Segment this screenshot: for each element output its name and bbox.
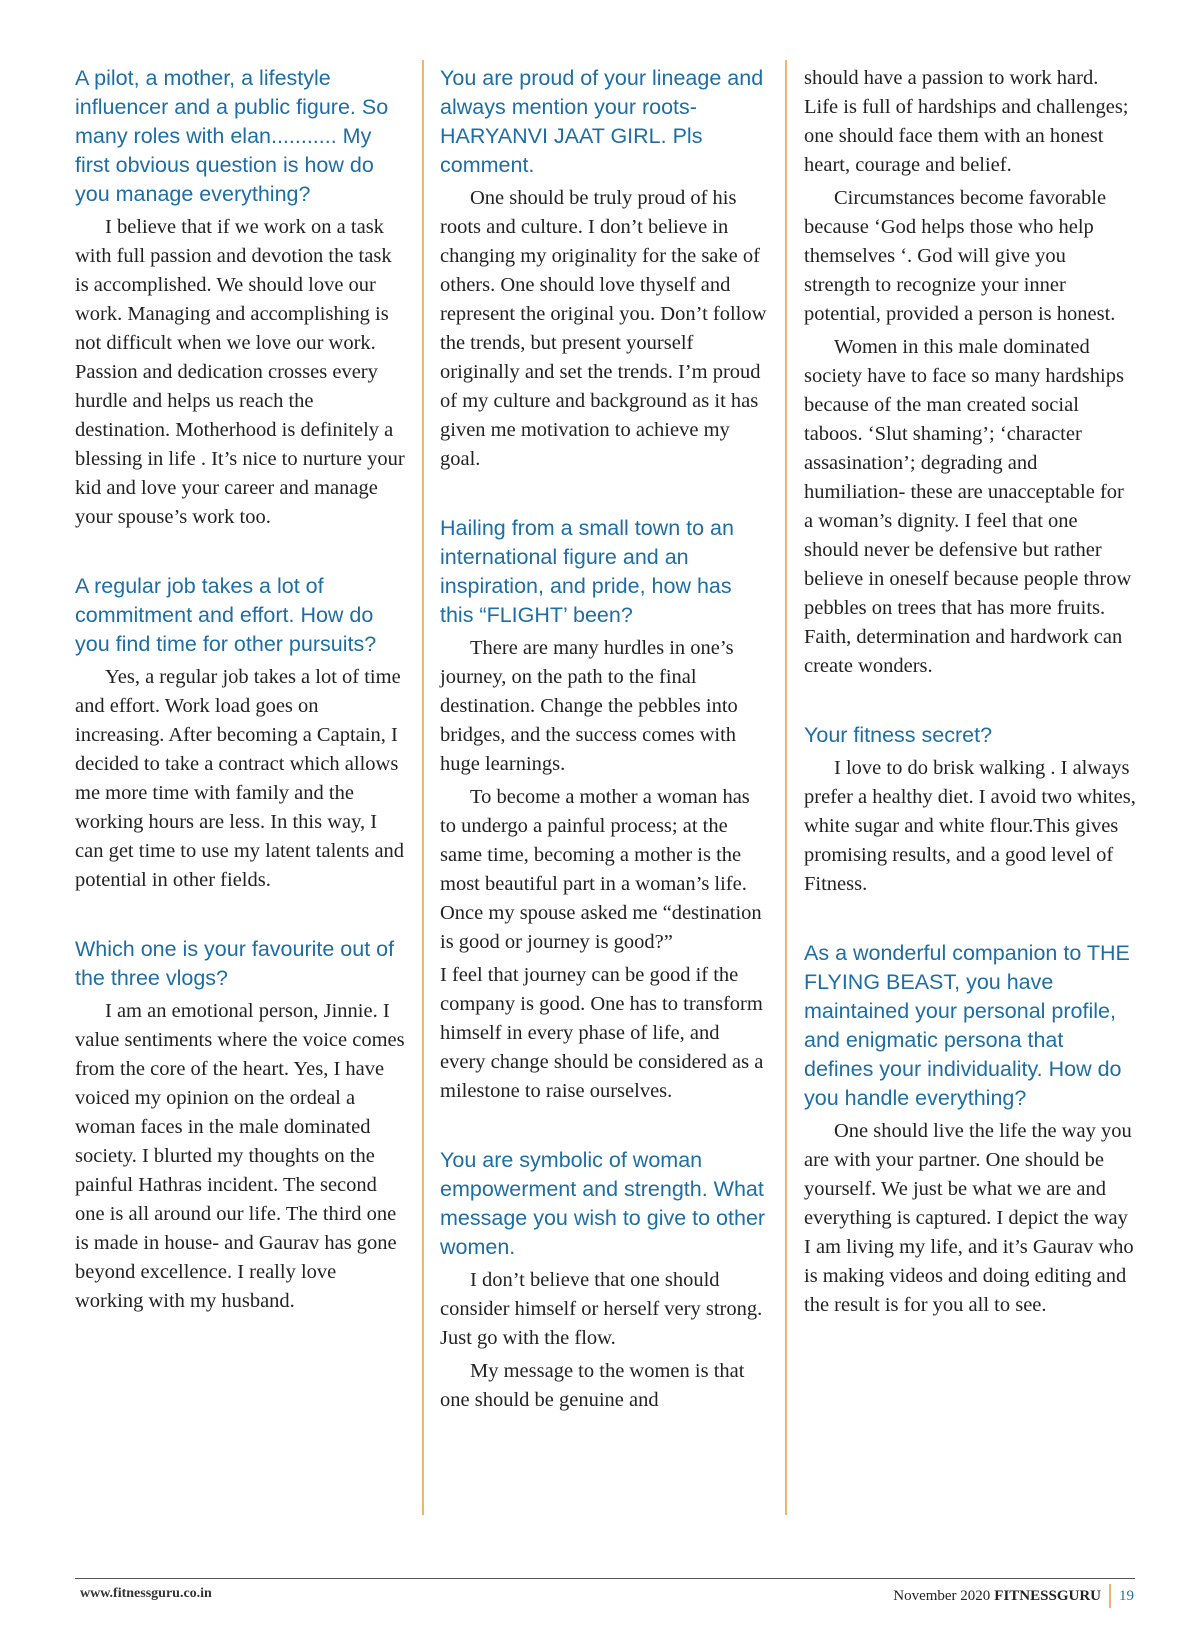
interview-question: You are symbolic of woman empowerment and strength. What message you wish to give to other women.: [440, 1148, 766, 1259]
interview-answer: I feel that journey can be good if the company is good. One has to transform himself in every phase of life, and every change should be considered as a milestone to raise ourselves.: [440, 964, 764, 1102]
page-number: 19: [1119, 1587, 1134, 1604]
interview-question: Your fitness secret?: [804, 723, 993, 747]
interview-answer: To become a mother a woman has to undergo a painful process; at the same time, becoming a mother is the most beautiful part in a woman’s life. Once my spouse asked me “destination is good or journey is good?”: [440, 786, 762, 953]
interview-question: A pilot, a mother, a lifestyle influencer and a public figure. So many roles with elan........... My first obvious question is how do you manage everything?: [75, 66, 389, 206]
column-divider: [785, 60, 787, 1515]
interview-answer: I love to do brisk walking . I always prefer a healthy diet. I avoid two whites, white sugar and white flour.This gives promising results, and a good level of Fitness.: [804, 757, 1136, 895]
interview-question: As a wonderful companion to THE FLYING BEAST, you have maintained your personal profile, and enigmatic persona that defines your individuality. How do you handle everything?: [804, 941, 1130, 1110]
interview-answer: should have a passion to work hard. Life is full of hardships and challenges; one should face them with an honest heart, courage and belief.: [804, 67, 1129, 176]
footer-magazine-name: FITNESSGURU: [994, 1587, 1101, 1604]
interview-answer: Women in this male dominated society have to face so many hardships because of the man created social taboos. ‘Slut shaming’; ‘character assasination’; degrading and humiliation- these are unacceptable for a woman’s dignity. I feel that one should never be defensive but rather believe in oneself because people throw pebbles on trees that has more fruits. Faith, determination and hardwork can create wonders.: [804, 336, 1132, 677]
interview-question: A regular job takes a lot of commitment and effort. How do you find time for other pursuits?: [75, 574, 377, 656]
interview-answer: One should live the life the way you are with your partner. One should be yourself. We just be what we are and everything is captured. I depict the way I am living my life, and it’s Gaurav who is making videos and doing editing and the result is for you all to see.: [804, 1120, 1134, 1316]
footer-date: November 2020: [893, 1587, 991, 1604]
interview-answer: Circumstances become favorable because ‘God helps those who help themselves ‘. God will give you strength to recognize your inner potential, provided a person is honest.: [804, 187, 1116, 325]
interview-answer: There are many hurdles in one’s journey, on the path to the final destination. Change the pebbles into bridges, and the success comes with huge learnings.: [440, 637, 738, 775]
interview-answer: I am an emotional person, Jinnie. I value sentiments where the voice comes from the core of the heart. Yes, I have voiced my opinion on the ordeal a woman faces in the male dominated society. I blurted my thoughts on the painful Hathras incident. The second one is all around our life. The third one is made in house- and Gaurav has gone beyond excellence. I really love working with my husband.: [75, 1000, 405, 1312]
interview-answer: Yes, a regular job takes a lot of time and effort. Work load goes on increasing. After becoming a Captain, I decided to take a contract which allows me more time with family and the working hours are less. In this way, I can get time to use my latent talents and potential in other fields.: [75, 666, 405, 891]
interview-answer: I believe that if we work on a task with full passion and devotion the task is accomplished. We should love our work. Managing and accomplishing is not difficult when we love our work. Passion and dedication crosses every hurdle and helps us reach the destination. Motherhood is definitely a blessing in life . It’s nice to nurture your kid and love your career and manage your spouse’s work too.: [75, 216, 405, 528]
interview-answer: My message to the women is that one should be genuine and: [440, 1360, 745, 1411]
column-1: [75, 64, 405, 1320]
interview-question: You are proud of your lineage and always mention your roots- HARYANVI JAAT GIRL. Pls comment.: [440, 66, 764, 177]
column-2: [440, 64, 770, 1419]
footer-divider: [1109, 1584, 1111, 1608]
footer-url: www.fitnessguru.co.in: [80, 1586, 212, 1601]
column-3: [804, 64, 1136, 1324]
interview-question: Which one is your favourite out of the three vlogs?: [75, 937, 395, 990]
interview-answer: I don’t believe that one should consider himself or herself very strong. Just go with the flow.: [440, 1269, 763, 1349]
footer-issue: [893, 1584, 1134, 1608]
interview-answer: One should be truly proud of his roots and culture. I don’t believe in changing my originality for the sake of others. One should love thyself and represent the original you. Don’t follow the trends, but present yourself originally and set the trends. I’m proud of my culture and background as it has given me motivation to achieve my goal.: [440, 187, 767, 470]
interview-question: Hailing from a small town to an international figure and an inspiration, and pride, how has this “FLIGHT’ been?: [440, 516, 734, 627]
column-divider: [422, 60, 424, 1515]
footer-rule: [75, 1578, 1135, 1579]
